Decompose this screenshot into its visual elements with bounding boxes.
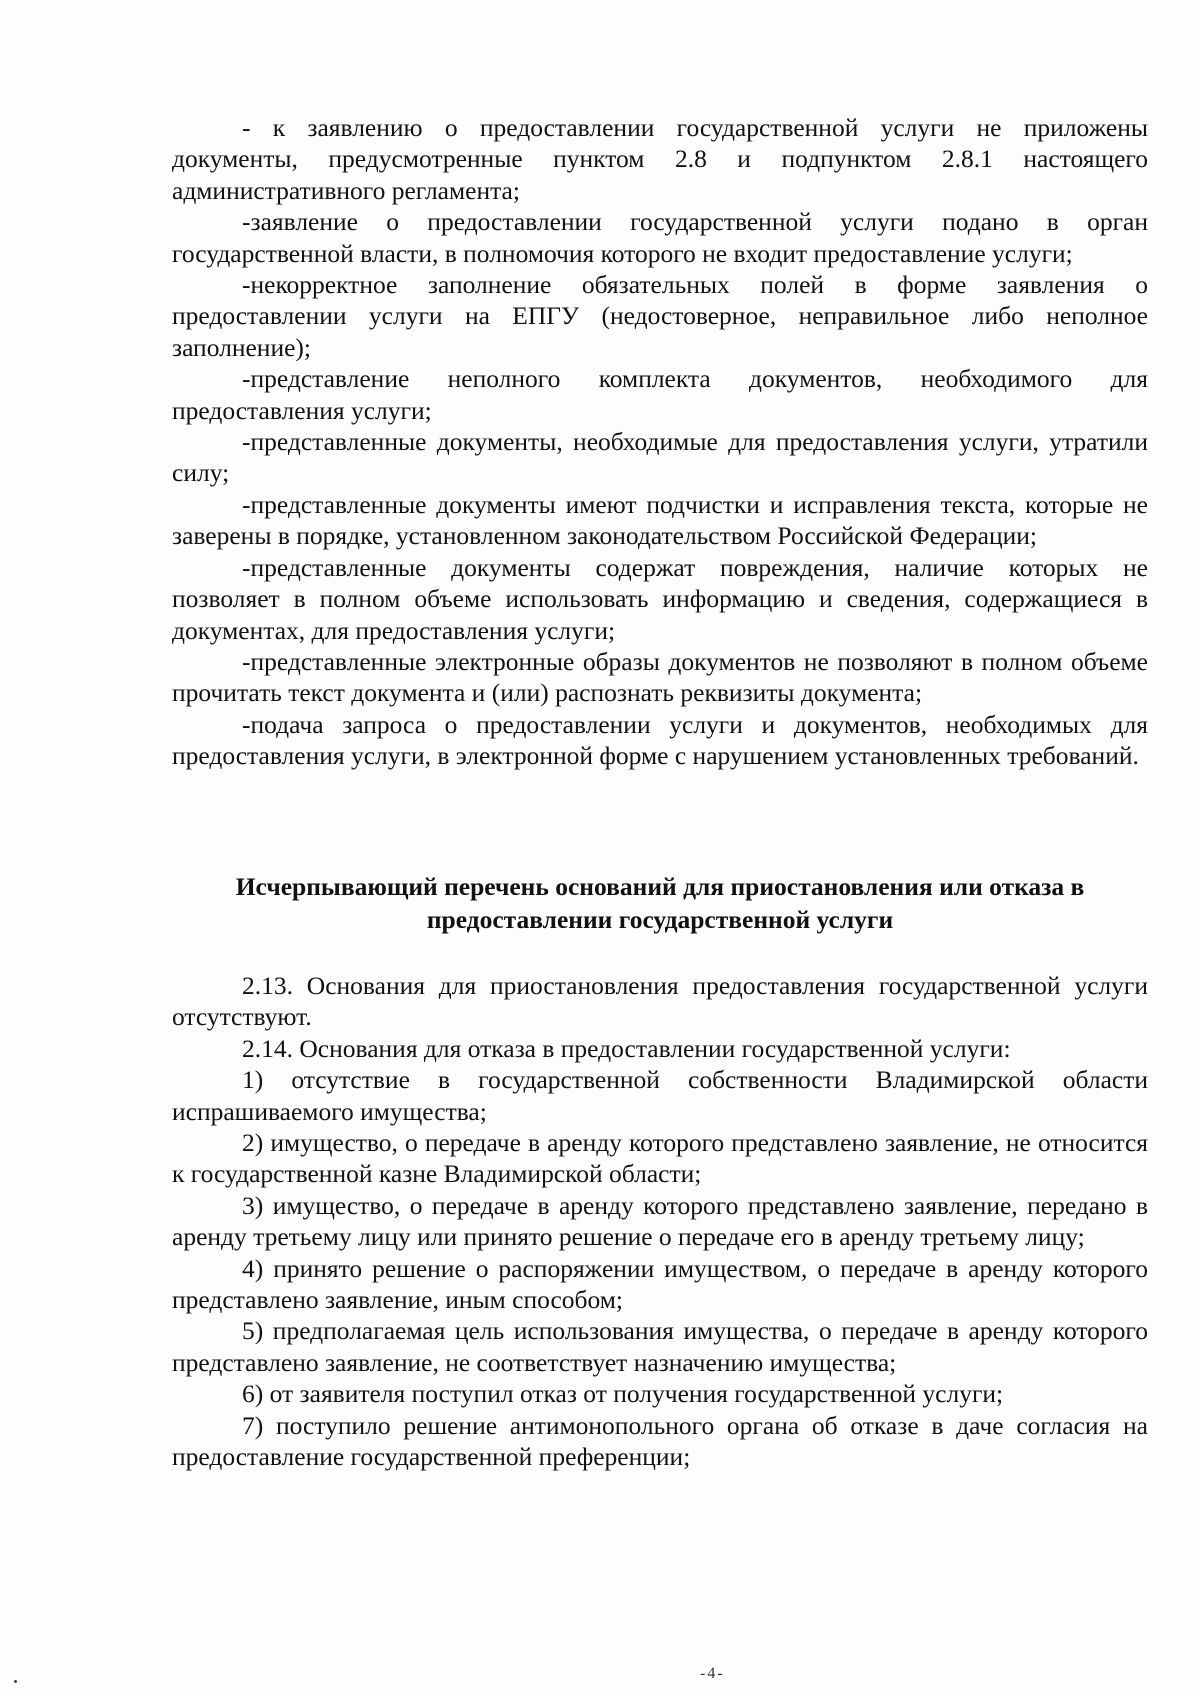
list-item: -представленные электронные образы документов не позволяют в полном объеме прочитать текст документа и (или) распознать реквизиты документа; (172, 646, 1148, 708)
page-number: -4- (700, 1665, 725, 1682)
list-item: -некорректное заполнение обязательных полей в форме заявления о предоставлении услуги на ЕПГУ (недостоверное, неправильное либо неполное заполнение); (172, 270, 1148, 362)
paragraph: 6) от заявителя поступил отказ от получения государственной услуги; (242, 1379, 1004, 1409)
paragraph: 7) поступило решение антимонопольного органа об отказе в даче согласия на предоставление государственной преференции; (172, 1410, 1148, 1472)
grounds-list (172, 112, 1148, 772)
list-item: -представление неполного комплекта документов, необходимого для предоставления услуги; (172, 364, 1148, 425)
paragraph: 3) имущество, о передаче в аренду которого представлено заявление, передано в аренду третьему лицу или принято решение о передаче его в аренду третьему лицу; (172, 1190, 1148, 1252)
paragraph: 2.14. Основания для отказа в предоставлении государственной услуги: (242, 1033, 1011, 1063)
paragraph: 1) отсутствие в государственной собственности Владимирской области испрашиваемого имущества; (172, 1065, 1148, 1126)
list-item: - к заявлению о предоставлении государственной услуги не приложены документы, предусмотренные пунктом 2.8 и подпунктом 2.8.1 настоящего административного регламента; (172, 113, 1148, 205)
paragraph: 2) имущество, о передаче в аренду которого представлено заявление, не относится к государственной казне Владимирской области; (172, 1128, 1148, 1189)
list-item: -подача запроса о предоставлении услуги и документов, необходимых для предоставления услуги, в электронной форме с нарушением установленных требований. (172, 709, 1148, 771)
list-item: -представленные документы, необходимые для предоставления услуги, утратили силу; (172, 427, 1148, 488)
paragraph: 2.13. Основания для приостановления предоставления государственной услуги отсутствуют. (172, 971, 1148, 1032)
paragraph: 5) предполагаемая цель использования имущества, о передаче в аренду которого представлено заявление, не соответствует назначению имущества; (172, 1316, 1148, 1377)
paragraph: 4) принято решение о распоряжении имуществом, о передаче в аренду которого представлено заявление, иным способом; (172, 1253, 1148, 1315)
list-item: -представленные документы имеют подчистки и исправления текста, которые не заверены в порядке, установленном законодательством Российской Федерации; (172, 489, 1148, 551)
scan-speck (14, 1680, 17, 1683)
list-item: -представленные документы содержат повреждения, наличие которых не позволяет в полном объеме использовать информацию и сведения, содержащиеся в документах, для предоставления услуги; (172, 552, 1148, 645)
section-body (172, 970, 1148, 1473)
list-item: -заявление о предоставлении государственной услуги подано в орган государственной власти, в полномочия которого не входит предоставление услуги; (172, 207, 1148, 268)
section-heading: Исчерпывающий перечень оснований для приостановления или отказа в предоставлении государственной услуги (235, 872, 1085, 934)
